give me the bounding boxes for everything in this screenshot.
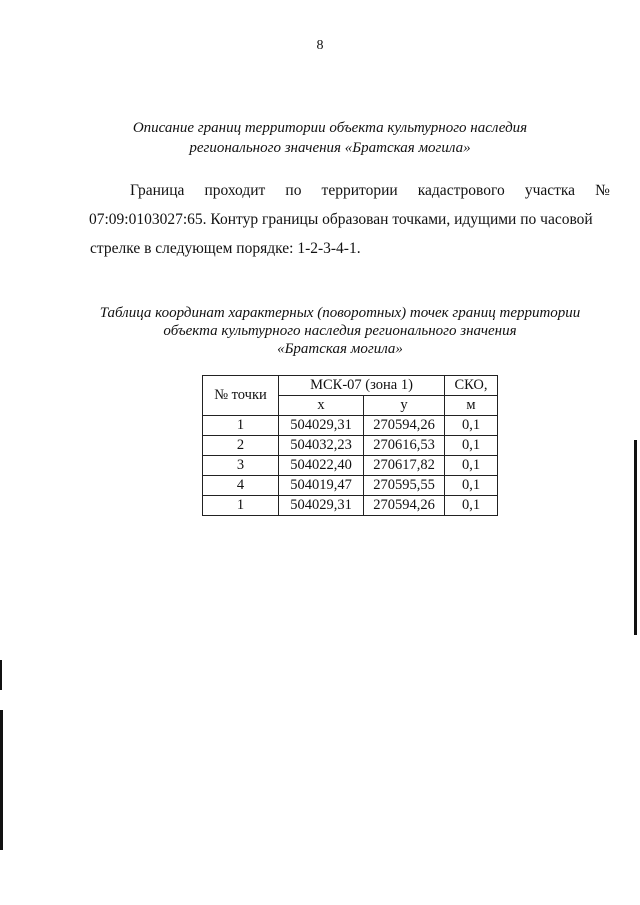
header-point: № точки [203, 376, 279, 416]
cell-x: 504032,23 [279, 436, 364, 456]
table-row [203, 476, 498, 496]
cell-x: 504029,31 [279, 416, 364, 436]
body-word: кадастрового [417, 182, 505, 199]
scan-edge-mark-right [634, 440, 637, 635]
table-row [203, 436, 498, 456]
table-caption-line-3: «Братская могила» [277, 341, 403, 357]
cell-x: 504029,31 [279, 496, 364, 516]
cell-point: 1 [203, 416, 279, 436]
cell-y: 270594,26 [364, 416, 445, 436]
body-word: территории [321, 182, 398, 199]
header-system: МСК-07 (зона 1) [279, 376, 445, 396]
cell-sko: 0,1 [445, 436, 498, 456]
table-row [203, 496, 498, 516]
table-row [203, 416, 498, 436]
header-x: x [279, 396, 364, 416]
body-line-2: 07:09:0103027:65. Контур границы образован точками, идущими по часовой [89, 211, 593, 228]
table-caption-line-2: объекта культурного наследия регионального значения [163, 323, 517, 339]
cell-y: 270617,82 [364, 456, 445, 476]
cell-sko: 0,1 [445, 476, 498, 496]
boundary-description [90, 176, 610, 263]
table-header-row [203, 376, 498, 396]
cell-point: 2 [203, 436, 279, 456]
section-title [60, 118, 600, 158]
scan-edge-mark-left-1 [0, 660, 2, 690]
table-caption-line-1: Таблица координат характерных (поворотных) точек границ территории [99, 305, 581, 321]
body-word: участка [524, 182, 576, 199]
body-word: Граница [130, 182, 185, 199]
page-number: 8 [316, 38, 324, 53]
body-word: № [595, 182, 610, 199]
coordinates-table [202, 375, 498, 516]
header-y: y [364, 396, 445, 416]
body-word: по [285, 182, 302, 199]
cell-y: 270594,26 [364, 496, 445, 516]
header-sko: СКО, [445, 376, 498, 396]
table-caption [60, 304, 620, 358]
cell-y: 270595,55 [364, 476, 445, 496]
scan-edge-mark-left-2 [0, 710, 3, 850]
cell-sko: 0,1 [445, 416, 498, 436]
cell-sko: 0,1 [445, 456, 498, 476]
cell-x: 504019,47 [279, 476, 364, 496]
table-row [203, 456, 498, 476]
section-title-line-1: Описание границ территории объекта культурного наследия [132, 120, 528, 136]
header-unit: м [445, 396, 498, 416]
cell-sko: 0,1 [445, 496, 498, 516]
cell-y: 270616,53 [364, 436, 445, 456]
cell-point: 4 [203, 476, 279, 496]
body-line-3: стрелке в следующем порядке: 1-2-3-4-1. [90, 240, 361, 257]
body-word: проходит [204, 182, 266, 199]
cell-x: 504022,40 [279, 456, 364, 476]
cell-point: 1 [203, 496, 279, 516]
cell-point: 3 [203, 456, 279, 476]
body-line-1 [90, 176, 610, 205]
section-title-line-2: регионального значения «Братская могила» [189, 140, 471, 156]
